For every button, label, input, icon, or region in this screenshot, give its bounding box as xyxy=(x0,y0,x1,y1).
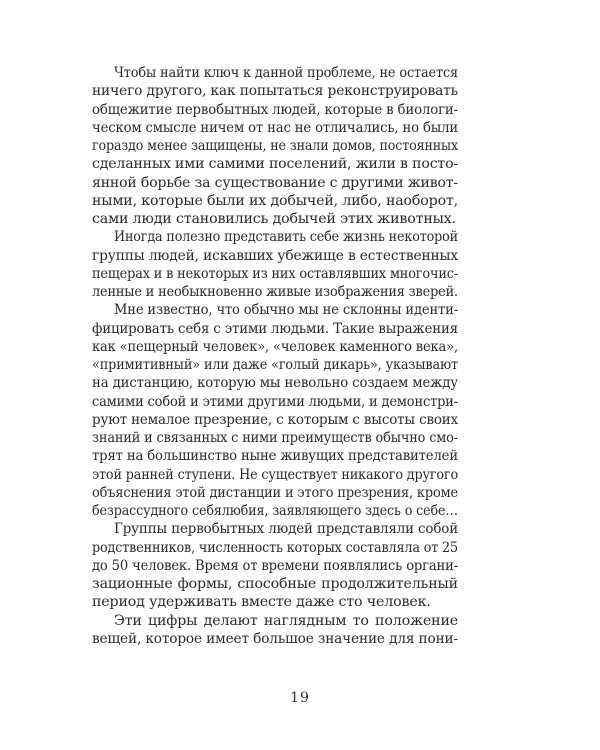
text-line: ничего другого, как попытаться реконструировать xyxy=(92,83,458,100)
text-line: Иногда полезно представить себе жизнь некоторой xyxy=(114,229,458,246)
text-line: зационные формы, способные продолжительный xyxy=(92,576,458,592)
text-line: родственников, численность которых составляла от 25 xyxy=(92,539,458,556)
text-line: пещерах и в некоторых из них оставлявших многочис- xyxy=(92,265,458,282)
text-line: группы людей, искавших убежище в естественных xyxy=(92,247,458,264)
text-line: до 50 человек. Время от времени появлялись органи- xyxy=(92,557,458,574)
text-line: объяснения этой дистанции и этого презрения, кроме xyxy=(92,484,458,501)
text-line: ленные и необыкновенно живые изображения зверей. xyxy=(92,284,458,300)
text-line: период удерживать вместе даже сто человек. xyxy=(92,594,431,611)
text-line: на дистанцию, которую мы невольно создаем между xyxy=(92,375,458,392)
text-line: как «пещерный человек», «человек каменного века», xyxy=(92,338,458,355)
text-line: Мне известно, что обычно мы не склонны иденти- xyxy=(114,302,458,319)
paragraph xyxy=(92,520,458,611)
text-line: безрассудного себялюбия, заявляющего здесь о себе… xyxy=(92,503,458,519)
paragraph xyxy=(92,64,458,228)
text-line: этой ранней ступени. Не существует никакого другого xyxy=(92,466,458,483)
text-line: знаний и связанных с ними преимуществ обычно смо- xyxy=(92,430,458,446)
text-line: гораздо менее защищены, не знали домов, постоянных xyxy=(92,138,458,154)
text-line: ческом смысле ничем от нас не отличались, но были xyxy=(92,119,458,136)
text-line: самими собой и этими другими людьми, и демонстри- xyxy=(92,393,458,410)
text-line: руют немалое презрение, с которым с высоты своих xyxy=(92,411,458,428)
text-line: Чтобы найти ключ к данной проблеме, не остается xyxy=(114,65,458,81)
text-line: янной борьбе за существование с другими живот- xyxy=(92,174,458,191)
text-line: фицировать себя с этими людьми. Такие выражения xyxy=(92,320,458,337)
text-line: вещей, которое имеет большое значение для пони- xyxy=(92,630,458,647)
body-text xyxy=(92,64,458,648)
paragraph xyxy=(92,301,458,520)
text-line: трят на большинство ныне живущих представителей xyxy=(92,448,458,465)
text-line: сделанных ими самими поселений, жили в посто- xyxy=(92,156,458,173)
paragraph xyxy=(92,228,458,301)
page-number: 19 xyxy=(290,690,310,706)
paragraph xyxy=(92,612,458,649)
text-line: Группы первобытных людей представляли собой xyxy=(114,521,458,538)
text-line: «примитивный» или даже «голый дикарь», указывают xyxy=(92,357,458,373)
text-line: Эти цифры делают наглядным то положение xyxy=(114,612,458,629)
text-line: общежитие первобытных людей, которые в биологи- xyxy=(92,101,458,118)
text-line: сами люди становились добычей этих животных. xyxy=(92,211,456,227)
text-line: ными, которые были их добычей, либо, наоборот, xyxy=(92,192,458,209)
